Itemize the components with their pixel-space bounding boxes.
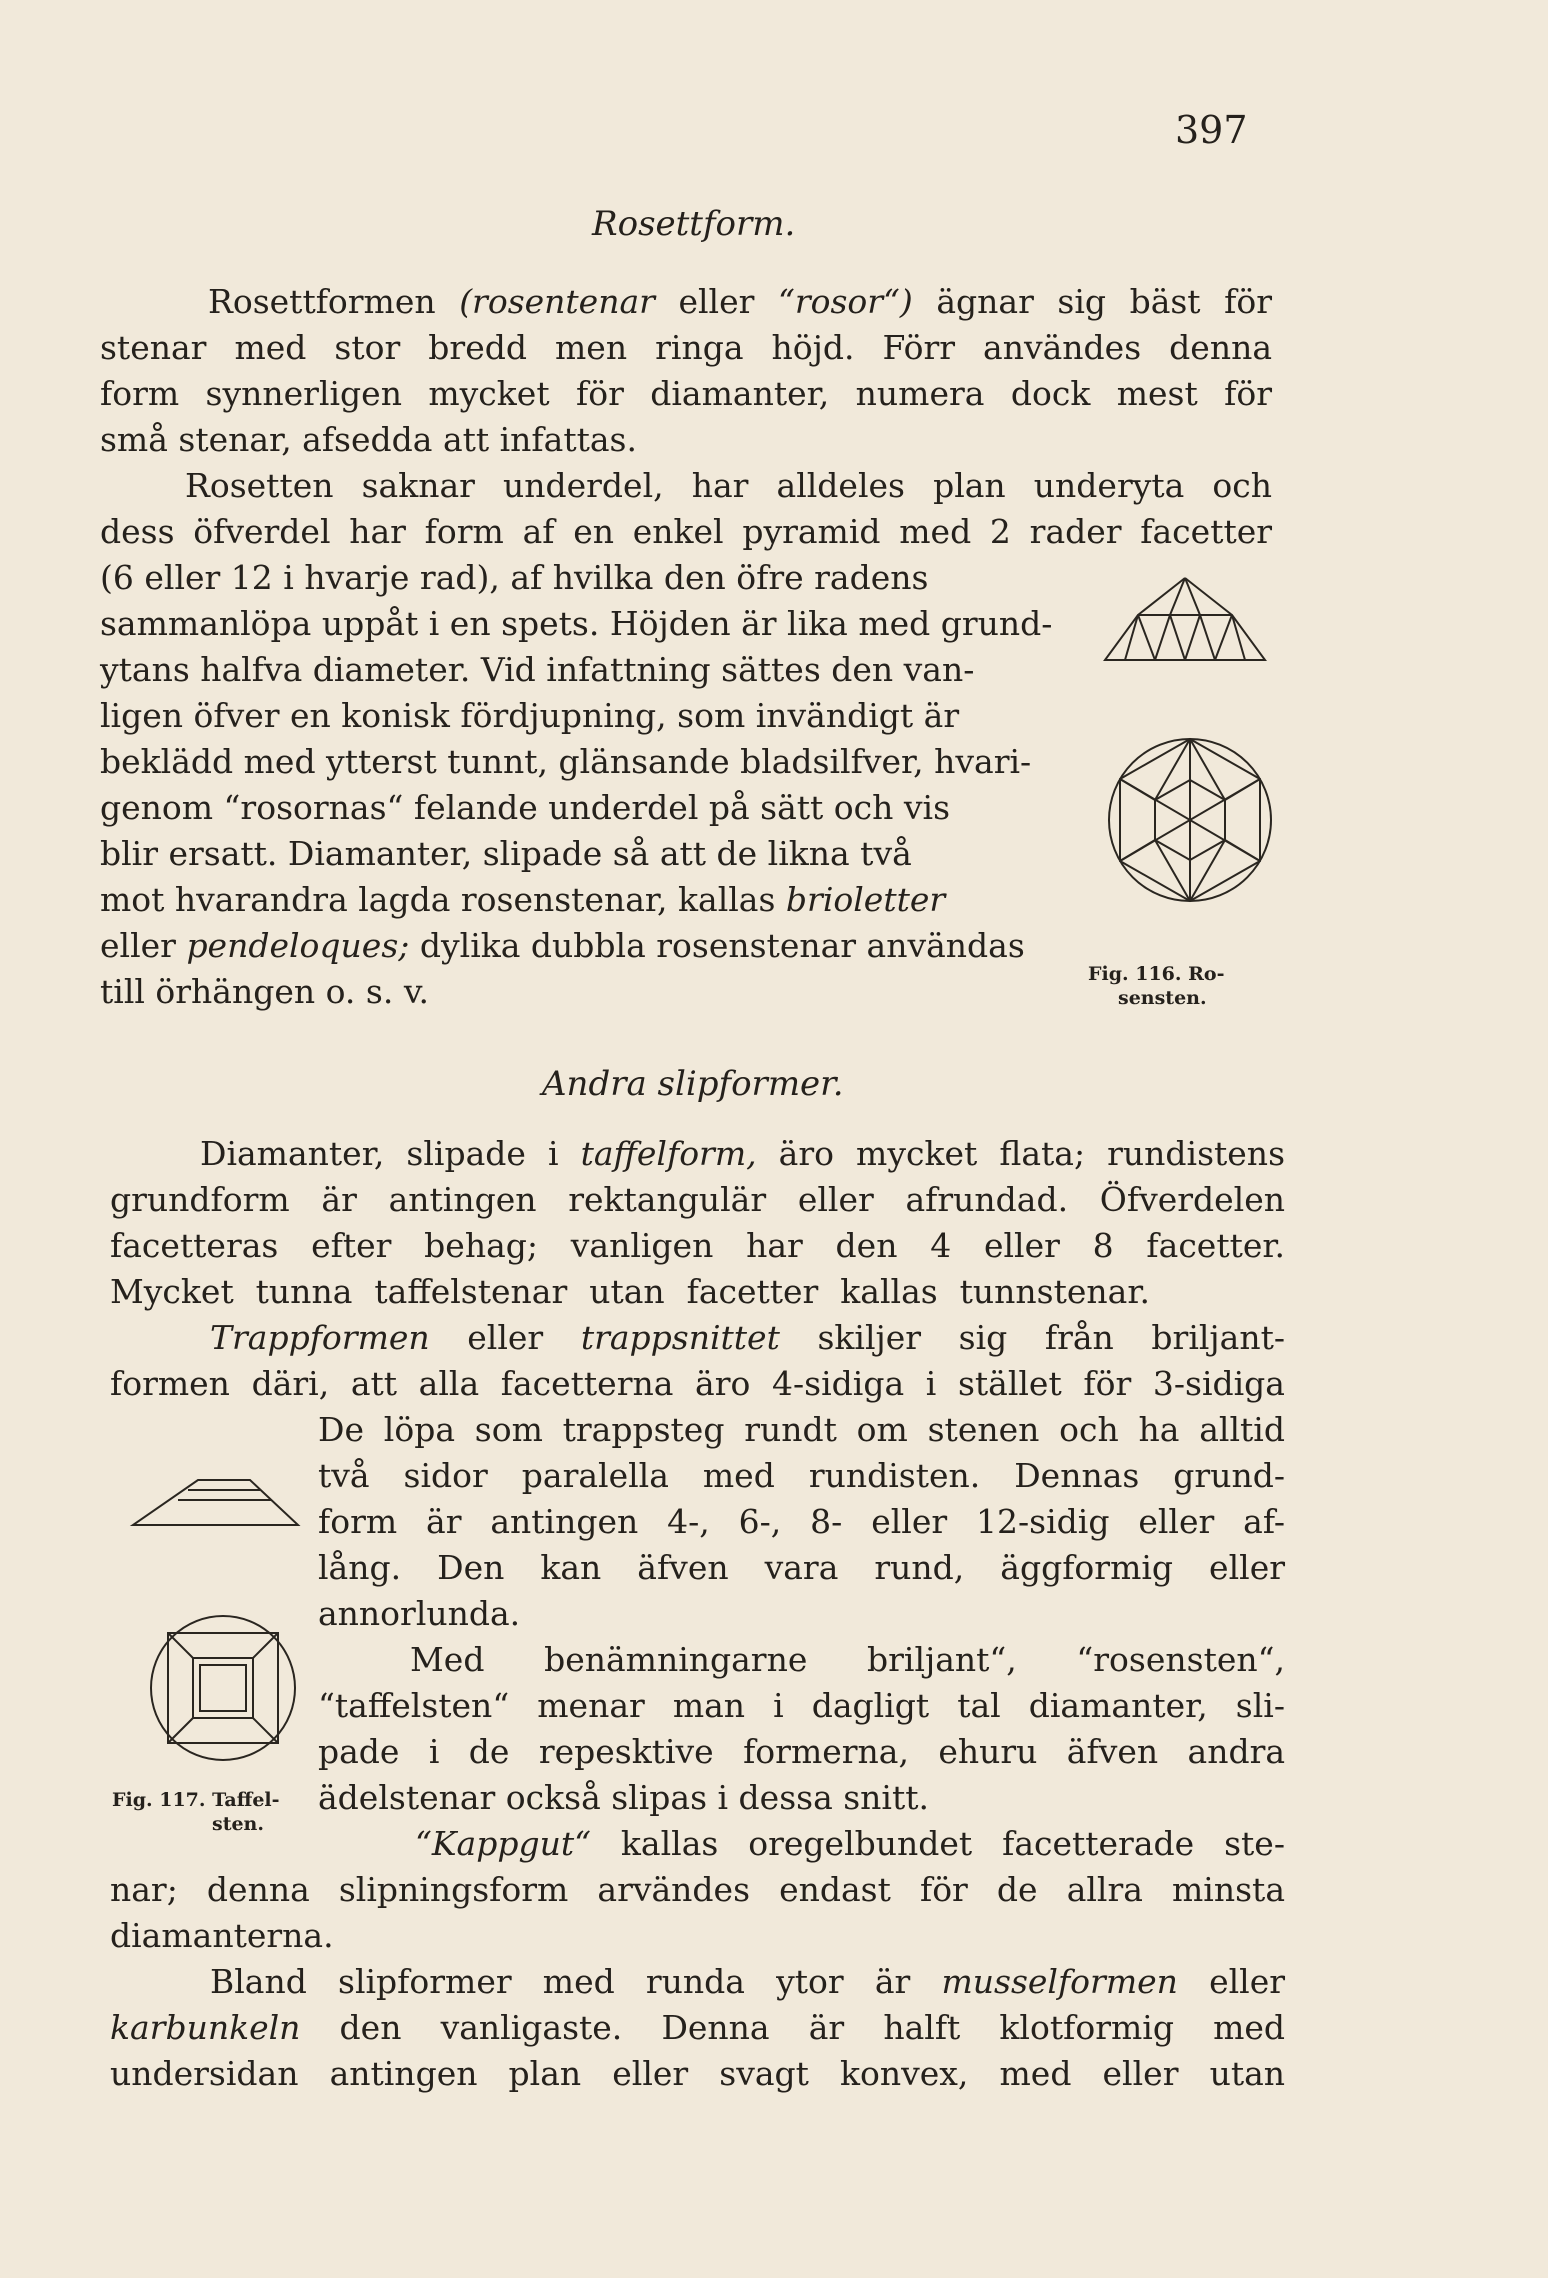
text-line: diamanterna. [110,1916,334,1955]
text-line: formen däri, att alla facetterna äro 4-sidiga i stället för 3-sidiga [110,1364,1285,1403]
text-line: Rosetten saknar underdel, har alldeles plan underyta och [185,466,1273,505]
text-line: eller pendeloques; dylika dubbla rosenstenar användas [100,926,1025,965]
section-heading-andra-slipformer: Andra slipformer. [542,1064,844,1104]
rosensten-top-figure [1105,735,1275,905]
text-line: “taffelsten“ menar man i dagligt tal diamanter, sli- [318,1686,1286,1725]
fig116-caption-line2: sensten. [1118,987,1207,1009]
text-line: Diamanter, slipade i taffelform, äro mycket flata; rundistens [200,1134,1285,1173]
text-line: Mycket tunna taffelstenar utan facetter kallas tunnstenar. [110,1272,1150,1311]
text-line: nar; denna slipningsform arvändes endast för de allra minsta [110,1870,1285,1909]
text-line: pade i de repesktive formerna, ehuru äfven andra [318,1732,1286,1771]
text-line: sammanlöpa uppåt i en spets. Höjden är lika med grund- [100,604,1053,643]
text-line: dess öfverdel har form af en enkel pyramid med 2 rader facetter [100,512,1273,551]
text-line: till örhängen o. s. v. [100,972,430,1011]
text-line: Bland slipformer med runda ytor är musselformen eller [210,1962,1286,2001]
taffelsten-side-figure [130,1470,310,1530]
text-line: ytans halfva diameter. Vid infattning sättes den van- [100,650,975,689]
text-line: grundform är antingen rektangulär eller afrundad. Öfverdelen [110,1180,1286,1219]
text-line: (6 eller 12 i hvarje rad), af hvilka den öfre radens [100,558,929,597]
fig116-caption-line1: Fig. 116. Ro- [1088,963,1225,985]
text-line: “Kappgut“ kallas oregelbundet facetterade ste- [415,1824,1285,1863]
text-line: två sidor paralella med rundisten. Dennas grund- [318,1456,1285,1495]
text-line: Med benämningarne briljant“, “rosensten“, [410,1640,1285,1679]
text-line: annorlunda. [318,1594,521,1633]
taffelsten-top-figure [148,1613,298,1763]
text-line: stenar med stor bredd men ringa höjd. Förr användes denna [100,328,1273,367]
text-line: form är antingen 4-, 6-, 8- eller 12-sidig eller af- [318,1502,1286,1541]
text-line: beklädd med ytterst tunnt, glänsande bladsilfver, hvari- [100,742,1032,781]
text-line: blir ersatt. Diamanter, slipade så att de likna två [100,834,912,873]
text-line: De löpa som trappsteg rundt om stenen och ha alltid [318,1410,1285,1449]
text-line: mot hvarandra lagda rosenstenar, kallas brioletter [100,880,946,919]
text-line: undersidan antingen plan eller svagt konvex, med eller utan [110,2054,1286,2093]
text-line: Rosettformen (rosentenar eller “rosor“) ägnar sig bäst för [208,282,1272,321]
text-line: facetteras efter behag; vanligen har den 4 eller 8 facetter. [110,1226,1286,1265]
text-line: form synnerligen mycket för diamanter, numera dock mest för [100,374,1273,413]
text-line: Trappformen eller trappsnittet skiljer sig från briljant- [210,1318,1286,1357]
text-line: ädelstenar också slipas i dessa snitt. [318,1778,929,1817]
section-heading-rosettform: Rosettform. [592,204,796,244]
text-line: lång. Den kan äfven vara rund, äggformig eller [318,1548,1285,1587]
text-line: små stenar, afsedda att infattas. [100,420,637,459]
fig117-caption-line1: Fig. 117. Taffel- [112,1789,280,1811]
text-line: genom “rosornas“ felande underdel på sätt och vis [100,788,951,827]
fig117-caption-line2: sten. [212,1813,264,1835]
rosensten-side-figure [1100,575,1270,665]
page-number: 397 [1175,108,1248,152]
text-line: karbunkeln den vanligaste. Denna är halft klotformig med [110,2008,1286,2047]
text-line: ligen öfver en konisk fördjupning, som invändigt är [100,696,960,735]
